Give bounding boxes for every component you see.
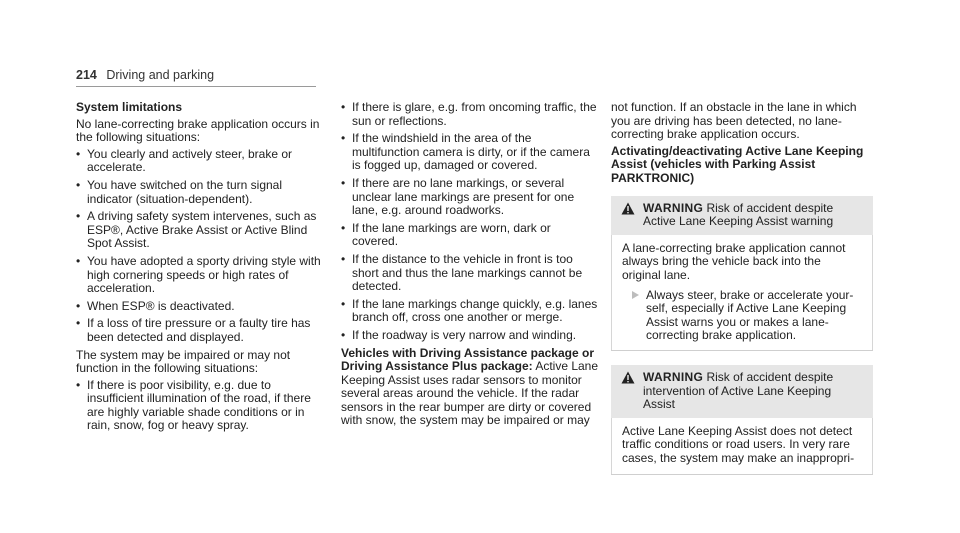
warning-triangle-icon — [621, 371, 635, 384]
list-item: • If the roadway is very narrow and winding. — [341, 329, 599, 343]
page-number: 214 — [76, 68, 97, 82]
intro-text: No lane-correcting brake application occurs in the following situations: — [76, 116, 320, 145]
list-item: • If there are no lane markings, or several unclear lane markings are present for one lane, e.g. around roadworks. — [341, 177, 599, 218]
impaired-intro: The system may be impaired or may not function in the following situations: — [76, 347, 291, 376]
warning-text: A lane-correcting brake application cannot always bring the vehicle back into the original lane. — [622, 240, 846, 282]
warning-body — [611, 418, 873, 474]
warning-box-1 — [611, 196, 873, 351]
list-item: • If there is poor visibility, e.g. due to insufficient illumination of the road, if there are highly variable shade conditions or in rain, snow, fog or heavy spray. — [76, 379, 326, 433]
warning-title: Risk of accident despite intervention of Active Lane Keeping Assist — [643, 369, 834, 412]
warning-body — [611, 235, 873, 350]
column-3 — [611, 101, 873, 475]
limitations-list — [76, 148, 326, 345]
activating-heading: Activating/deactivating Active Lane Keeping Assist (vehicles with Parking Assist PARKTRONIC) — [611, 143, 864, 185]
list-item: • When ESP® is deactivated. — [76, 300, 326, 314]
warning-text: Active Lane Keeping Assist does not detect traffic conditions or road users. In very rare cases, the system may make an inappropri- — [622, 423, 855, 465]
list-item: • If there is glare, e.g. from oncoming traffic, the sun or reflections. — [341, 101, 599, 128]
warning-label: WARNING — [643, 369, 704, 384]
section-title: Driving and parking — [106, 68, 215, 82]
warning-box-2 — [611, 365, 873, 475]
list-item: • If the windshield in the area of the multifunction camera is dirty, or if the camera is fogged up, damaged or covered. — [341, 132, 599, 173]
warning-header — [611, 365, 873, 418]
column-2 — [341, 101, 599, 431]
warning-triangle-icon — [621, 202, 635, 215]
list-item: • You have switched on the turn signal indicator (situation-dependent). — [76, 179, 326, 206]
list-item: • If the lane markings are worn, dark or covered. — [341, 222, 599, 249]
list-item: • If the distance to the vehicle in front is too short and thus the lane markings cannot be detected. — [341, 253, 599, 294]
system-limitations-heading: System limitations — [76, 100, 183, 114]
warning-action — [622, 289, 862, 343]
vehicles-heading: Vehicles with Driving Assistance package or Driving Assistance Plus package: — [341, 345, 594, 374]
warning-header — [611, 196, 873, 235]
list-item: • You have adopted a sporty driving style with high cornering speeds or high rates of acceleration. — [76, 255, 326, 296]
header-rule — [76, 86, 316, 87]
continuation-text: not function. If an obstacle in the lane in which you are driving has been detected, no lane-correcting brake application occurs. — [611, 100, 857, 142]
warning-action-text: Always steer, brake or accelerate your-self, especially if Active Lane Keeping Assist warns you or makes a lane-correcting brake application. — [646, 287, 854, 343]
page-header — [76, 68, 214, 82]
warning-label: WARNING — [643, 200, 704, 215]
vehicles-paragraph — [341, 347, 599, 429]
list-item: • If the lane markings change quickly, e.g. lanes branch off, cross one another or merge. — [341, 298, 599, 325]
warning-title: Risk of accident despite Active Lane Keeping Assist warning — [643, 200, 834, 229]
vehicles-text: Active Lane Keeping Assist uses radar sensors to monitor several areas around the vehicle. If the radar sensors in the rear bumper are dirty or covered with snow, the system may be impaired or may — [341, 359, 599, 428]
list-item: • A driving safety system intervenes, such as ESP®, Active Brake Assist or Active Blind Spot Assist. — [76, 210, 326, 251]
list-item: • You clearly and actively steer, brake or accelerate. — [76, 148, 326, 175]
arrow-right-icon — [632, 291, 639, 299]
impaired-list-continued — [341, 101, 599, 343]
column-1 — [76, 101, 326, 437]
impaired-list — [76, 379, 326, 433]
list-item: • If a loss of tire pressure or a faulty tire has been detected and displayed. — [76, 317, 326, 344]
